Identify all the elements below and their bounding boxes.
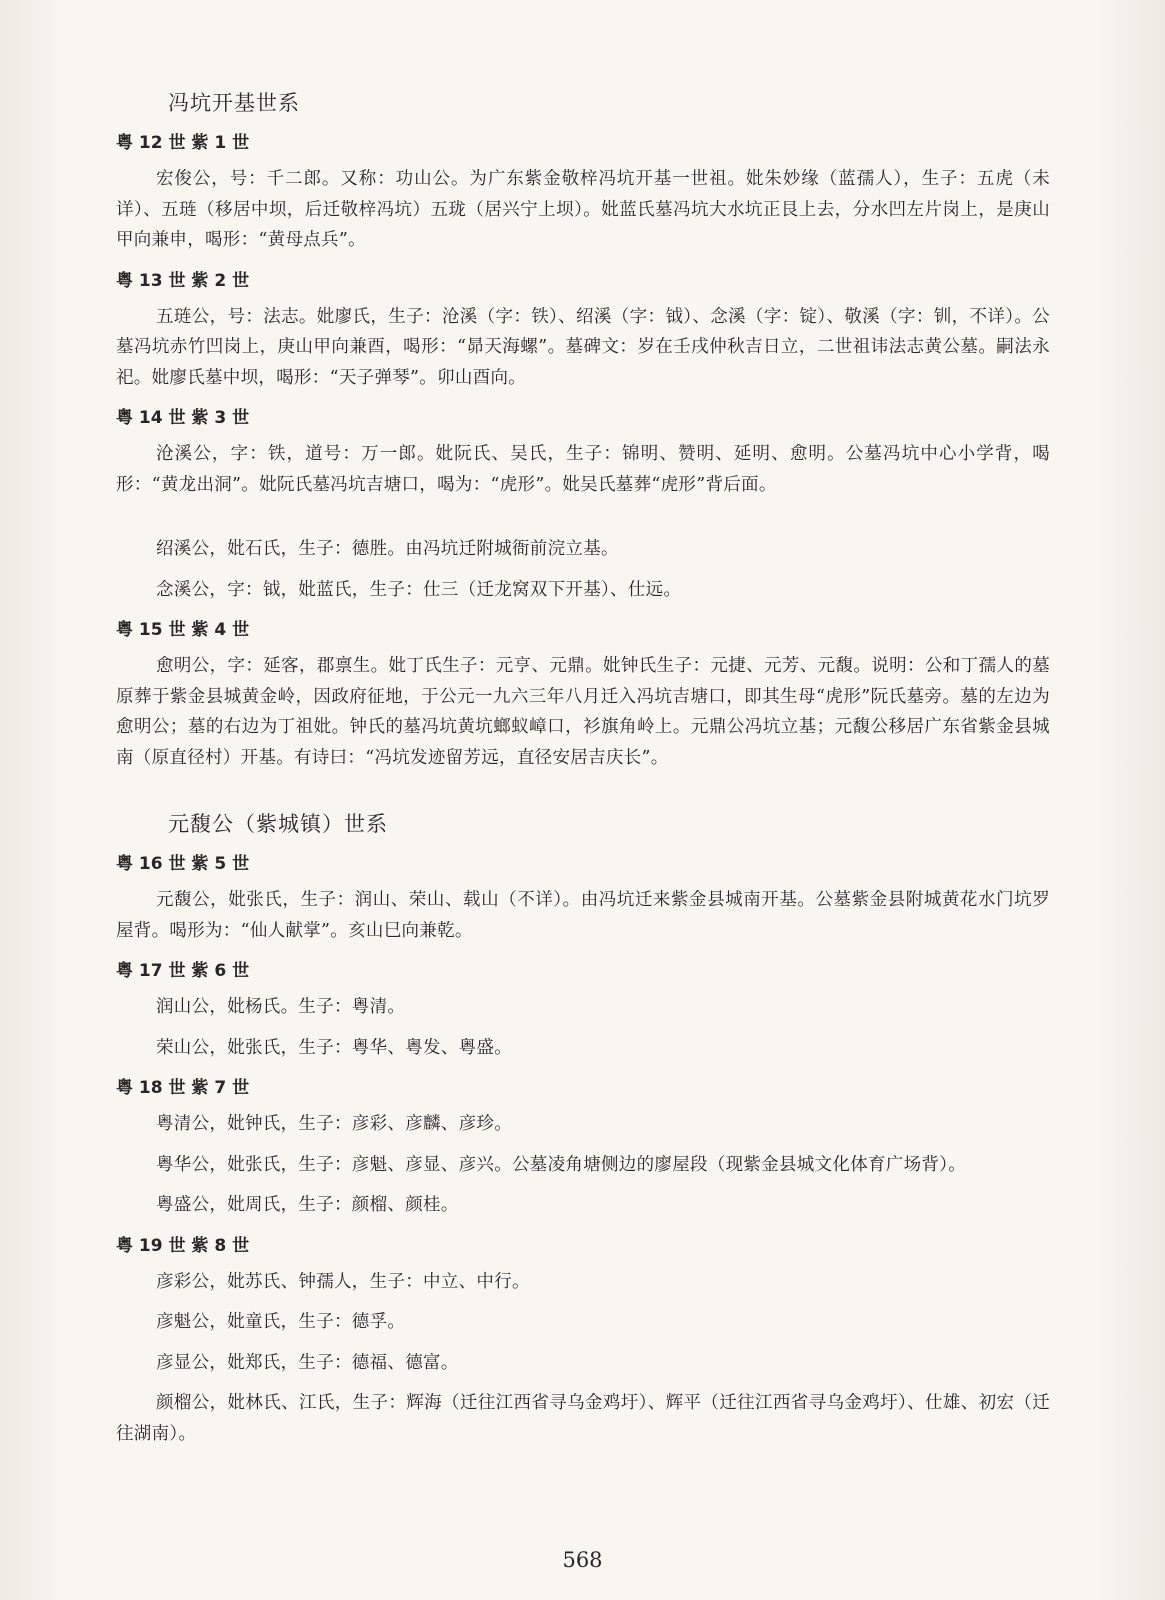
- section-title-fengkeng: 冯坑开基世系: [168, 91, 300, 115]
- generation-heading-13: 粤 13 世 紫 2 世: [116, 270, 250, 291]
- paragraph: 沧溪公，字：铁，道号：万一郎。妣阮氏、吴氏，生子：锦明、赞明、延明、愈明。公墓冯坑中心小学背，喝形：“黄龙出洞”。妣阮氏墓冯坑吉塘口，喝为：“虎形”。妣吴氏墓葬“虎形”背后面。: [116, 444, 1050, 495]
- paragraph: 荣山公，妣张氏，生子：粤华、粤发、粤盛。: [156, 1037, 512, 1058]
- section-title-yuanfu: 元馥公（紫城镇）世系: [168, 812, 388, 836]
- paragraph: 彦显公，妣郑氏，生子：德福、德富。: [156, 1352, 459, 1373]
- paragraph: 彦魁公，妣童氏，生子：德孚。: [156, 1312, 406, 1332]
- page-number: 568: [562, 1548, 603, 1572]
- paragraph: 五琏公，号：法志。妣廖氏，生子：沧溪（字：铁）、绍溪（字：钺）、念溪（字：锭）、敬溪（字：钏，不详）。公墓冯坑赤竹凹岗上，庚山甲向兼酉，喝形：“昴天海螺”。墓碑文：岁在壬戌仲秋吉日立，二世祖讳法志黄公墓。嗣法永祀。妣廖氏墓中坝，喝形：“天子弹琴”。卯山酉向。: [116, 306, 1050, 388]
- paragraph: 念溪公，字：钺，妣蓝氏，生子：仕三（迁龙窝双下开基）、仕远。: [156, 579, 682, 600]
- generation-heading-19: 粤 19 世 紫 8 世: [116, 1235, 250, 1256]
- generation-heading-17: 粤 17 世 紫 6 世: [116, 961, 250, 981]
- generation-heading-15: 粤 15 世 紫 4 世: [116, 620, 250, 640]
- paragraph: 彦彩公，妣苏氏、钟孺人，生子：中立、中行。: [156, 1271, 530, 1292]
- paragraph: 粤华公，妣张氏，生子：彦魁、彦显、彦兴。公墓凌角塘侧边的廖屋段（现紫金县城文化体育广场背）。: [156, 1154, 967, 1175]
- paragraph: 润山公，妣杨氏。生子：粤清。: [156, 997, 406, 1017]
- generation-heading-14: 粤 14 世 紫 3 世: [116, 408, 250, 428]
- paragraph: 粤盛公，妣周氏，生子：颜榴、颜桂。: [156, 1195, 459, 1215]
- paragraph: 绍溪公，妣石氏，生子：德胜。由冯坑迁附城衙前浣立基。: [156, 539, 619, 559]
- page-content: [116, 86, 1050, 1459]
- generation-heading-18: 粤 18 世 紫 7 世: [116, 1078, 250, 1098]
- paragraph: 元馥公，妣张氏，生子：润山、荣山、载山（不详）。由冯坑迁来紫金县城南开基。公墓紫金县附城黄花水门坑罗屋背。喝形为：“仙人献掌”。亥山巳向兼乾。: [116, 890, 1050, 941]
- paragraph: 粤清公，妣钟氏，生子：彦彩、彦麟、彦珍。: [156, 1114, 512, 1134]
- generation-heading-12: 粤 12 世 紫 1 世: [116, 133, 250, 153]
- paragraph: 愈明公，字：延客，郡禀生。妣丁氏生子：元亨、元鼎。妣钟氏生子：元捷、元芳、元馥。说明：公和丁孺人的墓原葬于紫金县城黄金岭，因政府征地，于公元一九六三年八月迁入冯坑吉塘口，即其生母“虎形”阮氏墓旁。墓的左边为愈明公；墓的右边为丁祖妣。钟氏的墓冯坑黄坑螂蚁嶂口，衫旗角岭上。元鼎公冯坑立基；元馥公移居广东省紫金县城南（原直径村）开基。有诗曰：“冯坑发迹留芳远，直径安居吉庆长”。: [116, 656, 1050, 768]
- paragraph: 颜榴公，妣林氏、江氏，生子：辉海（迁往江西省寻乌金鸡圩）、辉平（迁往江西省寻乌金鸡圩）、仕雄、初宏（迁往湖南）。: [116, 1393, 1050, 1444]
- generation-heading-16: 粤 16 世 紫 5 世: [116, 854, 250, 874]
- paragraph: 宏俊公，号：千二郎。又称：功山公。为广东紫金敬梓冯坑开基一世祖。妣朱妙缘（蓝孺人），生子：五虎（未详）、五琏（移居中坝，后迁敬梓冯坑）五珑（居兴宁上坝）。妣蓝氏墓冯坑大水坑正艮上去，分水凹左片岗上，是庚山甲向兼申，喝形：“黄母点兵”。: [116, 169, 1050, 250]
